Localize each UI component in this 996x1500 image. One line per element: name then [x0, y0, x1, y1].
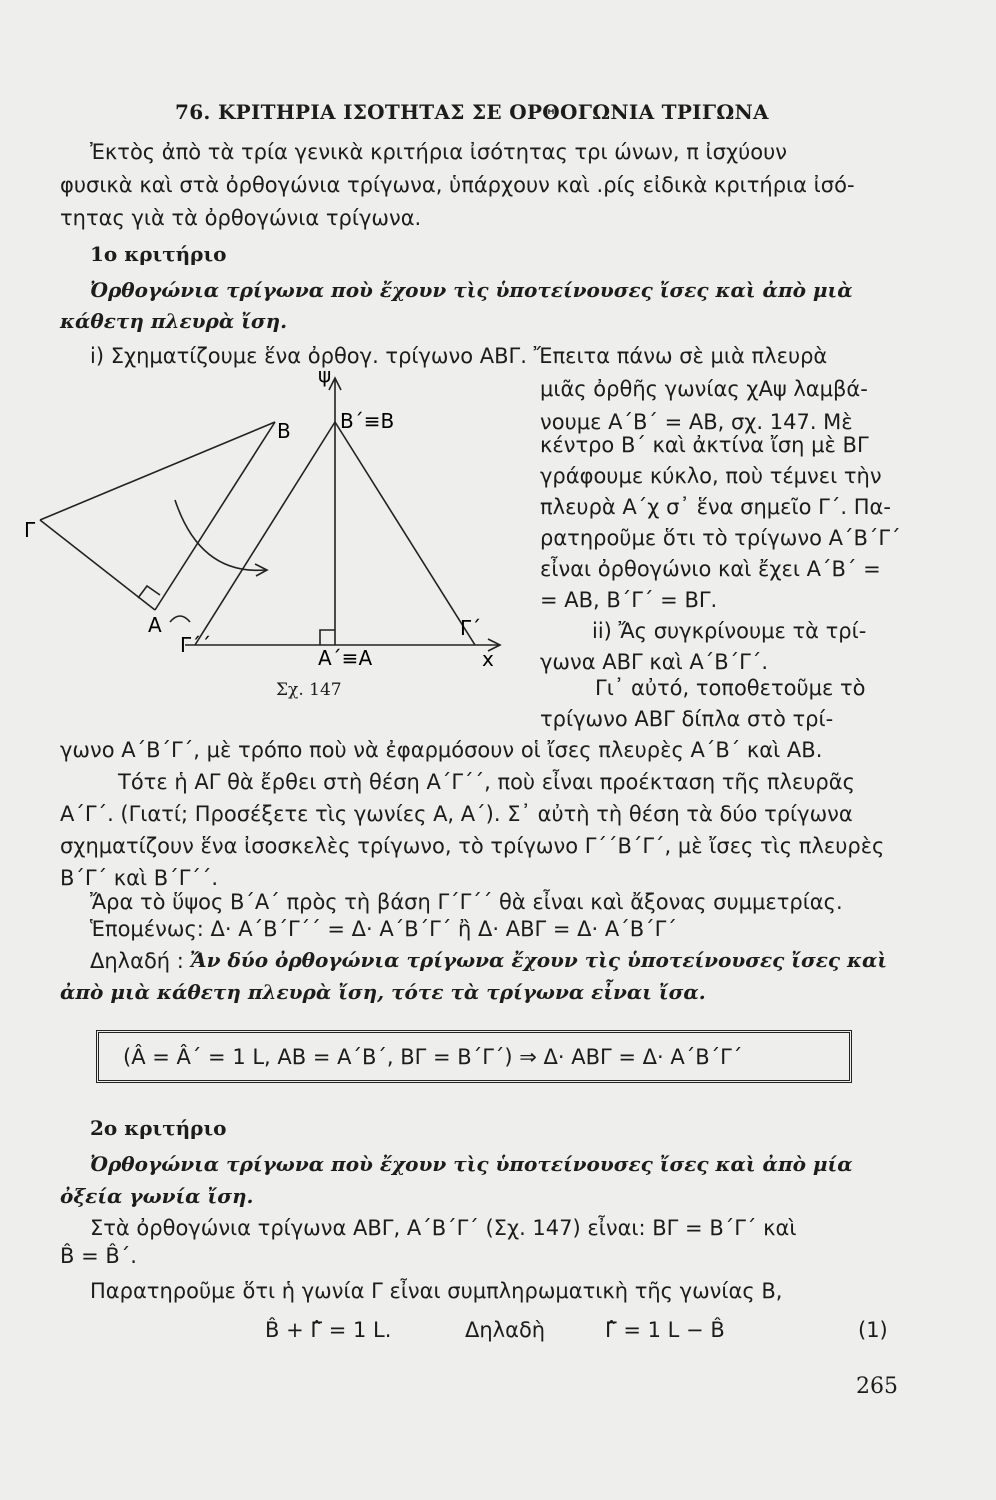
conclusion-line-2: ἀπὸ μιὰ κάθετη πλευρὰ ἴση, τότε τὰ τρίγωνα εἶναι ἴσα.	[60, 980, 706, 1004]
intro-line-1: Ἐκτὸς ἀπὸ τὰ τρία γενικὰ κριτήρια ἰσότητας τρι ώνων, π ἰσχύουν	[90, 140, 787, 164]
label-Ap-eq-A: Α΄≡Α	[318, 646, 373, 670]
arc-mark	[170, 616, 190, 622]
segment-BpGp	[335, 422, 475, 645]
intro-line-3: τητας γιὰ τὰ ὀρθογώνια τρίγωνα.	[60, 206, 422, 230]
figure-caption: Σχ. 147	[276, 680, 342, 700]
right-col-line: κέντρο Β΄ καὶ ἀκτίνα ἴση μὲ ΒΓ	[540, 433, 869, 457]
segment-BA	[155, 422, 275, 610]
intro-line-2: φυσικὰ καὶ στὰ ὀρθογώνια τρίγωνα, ὑπάρχουν καὶ .ρίς εἰδικὰ κριτήρια ἰσό-	[60, 173, 855, 197]
criterion-2-statement-1: Ὀρθογώνια τρίγωνα ποὺ ἔχουν τὶς ὑποτείνουσες ἴσες καὶ ἀπὸ μία	[90, 1152, 853, 1176]
label-Bp-eq-B: Β΄≡Β	[340, 409, 395, 433]
criterion-2-statement-2: ὀξεία γωνία ἴση.	[60, 1184, 254, 1208]
conclusion-prefix: Δηλαδή :	[90, 949, 184, 973]
criterion-1-statement-1: Ὀρθογώνια τρίγωνα ποὺ ἔχουν τὶς ὑποτείνουσες ἴσες καὶ ἀπὸ μιὰ	[90, 278, 853, 302]
criterion-1-statement-2: κάθετη πλευρὰ ἴση.	[60, 309, 288, 333]
right-col-line: γράφουμε κύκλο, ποὺ τέμνει τὴν	[540, 464, 882, 488]
label-x: x	[482, 647, 494, 671]
theorem-formula: (Â = Â΄ = 1 L, ΑΒ = Α΄Β΄, ΒΓ = Β΄Γ΄) ⇒ Δ· ΑΒΓ = Δ· Α΄Β΄Γ΄	[123, 1045, 743, 1069]
criterion-1-heading: 1ο κριτήριο	[90, 242, 227, 266]
continue-line: Τότε ἡ ΑΓ θὰ ἔρθει στὴ θέση Α΄Γ΄΄, ποὺ εἶναι προέκταση τῆς πλευρᾶς	[118, 770, 855, 794]
right-col-line: νουμε Α΄Β΄ = ΑΒ, σχ. 147. Μὲ	[540, 410, 853, 434]
right-col-line: Γι᾽ αὐτό, τοποθετοῦμε τὸ	[595, 676, 866, 700]
label-B: Β	[277, 419, 291, 443]
page-number: 265	[856, 1374, 898, 1399]
criterion-2-heading: 2ο κριτήριο	[90, 1116, 227, 1140]
continue-line: γωνο Α΄Β΄Γ΄, μὲ τρόπο ποὺ νὰ ἐφαρμόσουν οἱ ἴσες πλευρὲς Α΄Β΄ καὶ ΑΒ.	[60, 738, 823, 762]
right-col-line: = ΑΒ, Β΄Γ΄ = ΒΓ.	[540, 588, 718, 612]
label-Gamma-pp: Γ΄΄	[180, 633, 212, 657]
label-psi: ψ	[318, 363, 332, 387]
continue-line: σχηματίζουν ἕνα ἰσοσκελὲς τρίγωνο, τὸ τρίγωνο Γ΄΄Β΄Γ΄, μὲ ἴσες τὶς πλευρὲς	[60, 834, 885, 858]
conclusion-line-1: Ἄν δύο ὀρθογώνια τρίγωνα ἔχουν τὶς ὑποτείνουσες ἴσες καὶ	[190, 948, 888, 972]
rotation-arc	[175, 500, 265, 570]
continue-line: Ἄρα τὸ ὕψος Β΄Α΄ πρὸς τὴ βάση Γ΄Γ΄΄ θὰ εἶναι καὶ ἄξονας συμμετρίας.	[90, 890, 843, 914]
equation-mid: Δηλαδὴ	[465, 1318, 546, 1342]
right-col-line: τρίγωνο ΑΒΓ δίπλα στὸ τρί-	[540, 707, 834, 731]
segment-BGamma	[40, 422, 275, 520]
right-col-line: γωνα ΑΒΓ καὶ Α΄Β΄Γ΄.	[540, 650, 769, 674]
right-col-line: εἶναι ὀρθογώνιο καὶ ἔχει Α΄Β΄ =	[540, 557, 881, 581]
criterion-2-line-1: Στὰ ὀρθογώνια τρίγωνα ΑΒΓ, Α΄Β΄Γ΄ (Σχ. 147) εἶναι: ΒΓ = Β΄Γ΄ καὶ	[90, 1216, 797, 1240]
figure-147	[20, 360, 530, 700]
step-i: i) Σχηματίζουμε ἕνα ὀρθογ. τρίγωνο ΑΒΓ. Ἔπειτα πάνω σὲ μιὰ πλευρὰ	[90, 344, 828, 368]
continue-line: Ἑπομένως: Δ· Α΄Β΄Γ΄΄ = Δ· Α΄Β΄Γ΄ ἢ Δ· ΑΒΓ = Δ· Α΄Β΄Γ΄	[90, 917, 677, 941]
continue-line: Β΄Γ΄ καὶ Β΄Γ΄΄.	[60, 866, 219, 890]
right-col-line: ρατηροῦμε ὅτι τὸ τρίγωνο Α΄Β΄Γ΄	[540, 526, 901, 550]
label-Gamma: Γ	[24, 518, 36, 542]
right-col-line: ii) Ἄς συγκρίνουμε τὰ τρί-	[592, 619, 867, 643]
theorem-box	[96, 1030, 852, 1083]
segment-BpGpp	[195, 422, 335, 645]
right-angle-mark-2	[138, 586, 160, 598]
criterion-2-line-3: Παρατηροῦμε ὅτι ἡ γωνία Γ εἶναι συμπληρωματικὴ τῆς γωνίας Β,	[90, 1279, 783, 1303]
right-col-line: μιᾶς ὀρθῆς γωνίας χΑψ λαμβά-	[540, 377, 868, 401]
equation-right: Γ̂ = 1 L − B̂	[605, 1318, 725, 1342]
label-Gamma-p: Γ΄	[460, 616, 482, 640]
equation-number: (1)	[858, 1318, 888, 1342]
label-A: Α	[148, 613, 162, 637]
segment-GammaA	[40, 520, 155, 610]
section-title: 76. ΚΡΙΤΗΡΙΑ ΙΣΟΤΗΤΑΣ ΣΕ ΟΡΘΟΓΩΝΙΑ ΤΡΙΓΩΝΑ	[175, 100, 769, 124]
equation-left: B̂ + Γ̂ = 1 L.	[265, 1318, 392, 1342]
criterion-2-line-2: B̂ = B̂΄.	[60, 1244, 137, 1268]
right-angle-mark	[320, 630, 335, 645]
right-col-line: πλευρὰ Α΄χ σ᾽ ἕνα σημεῖο Γ΄. Πα-	[540, 495, 891, 519]
continue-line: Α΄Γ΄. (Γιατί; Προσέξετε τὶς γωνίες Α, Α΄). Σ᾽ αὐτὴ τὴ θέση τὰ δύο τρίγωνα	[60, 802, 853, 826]
